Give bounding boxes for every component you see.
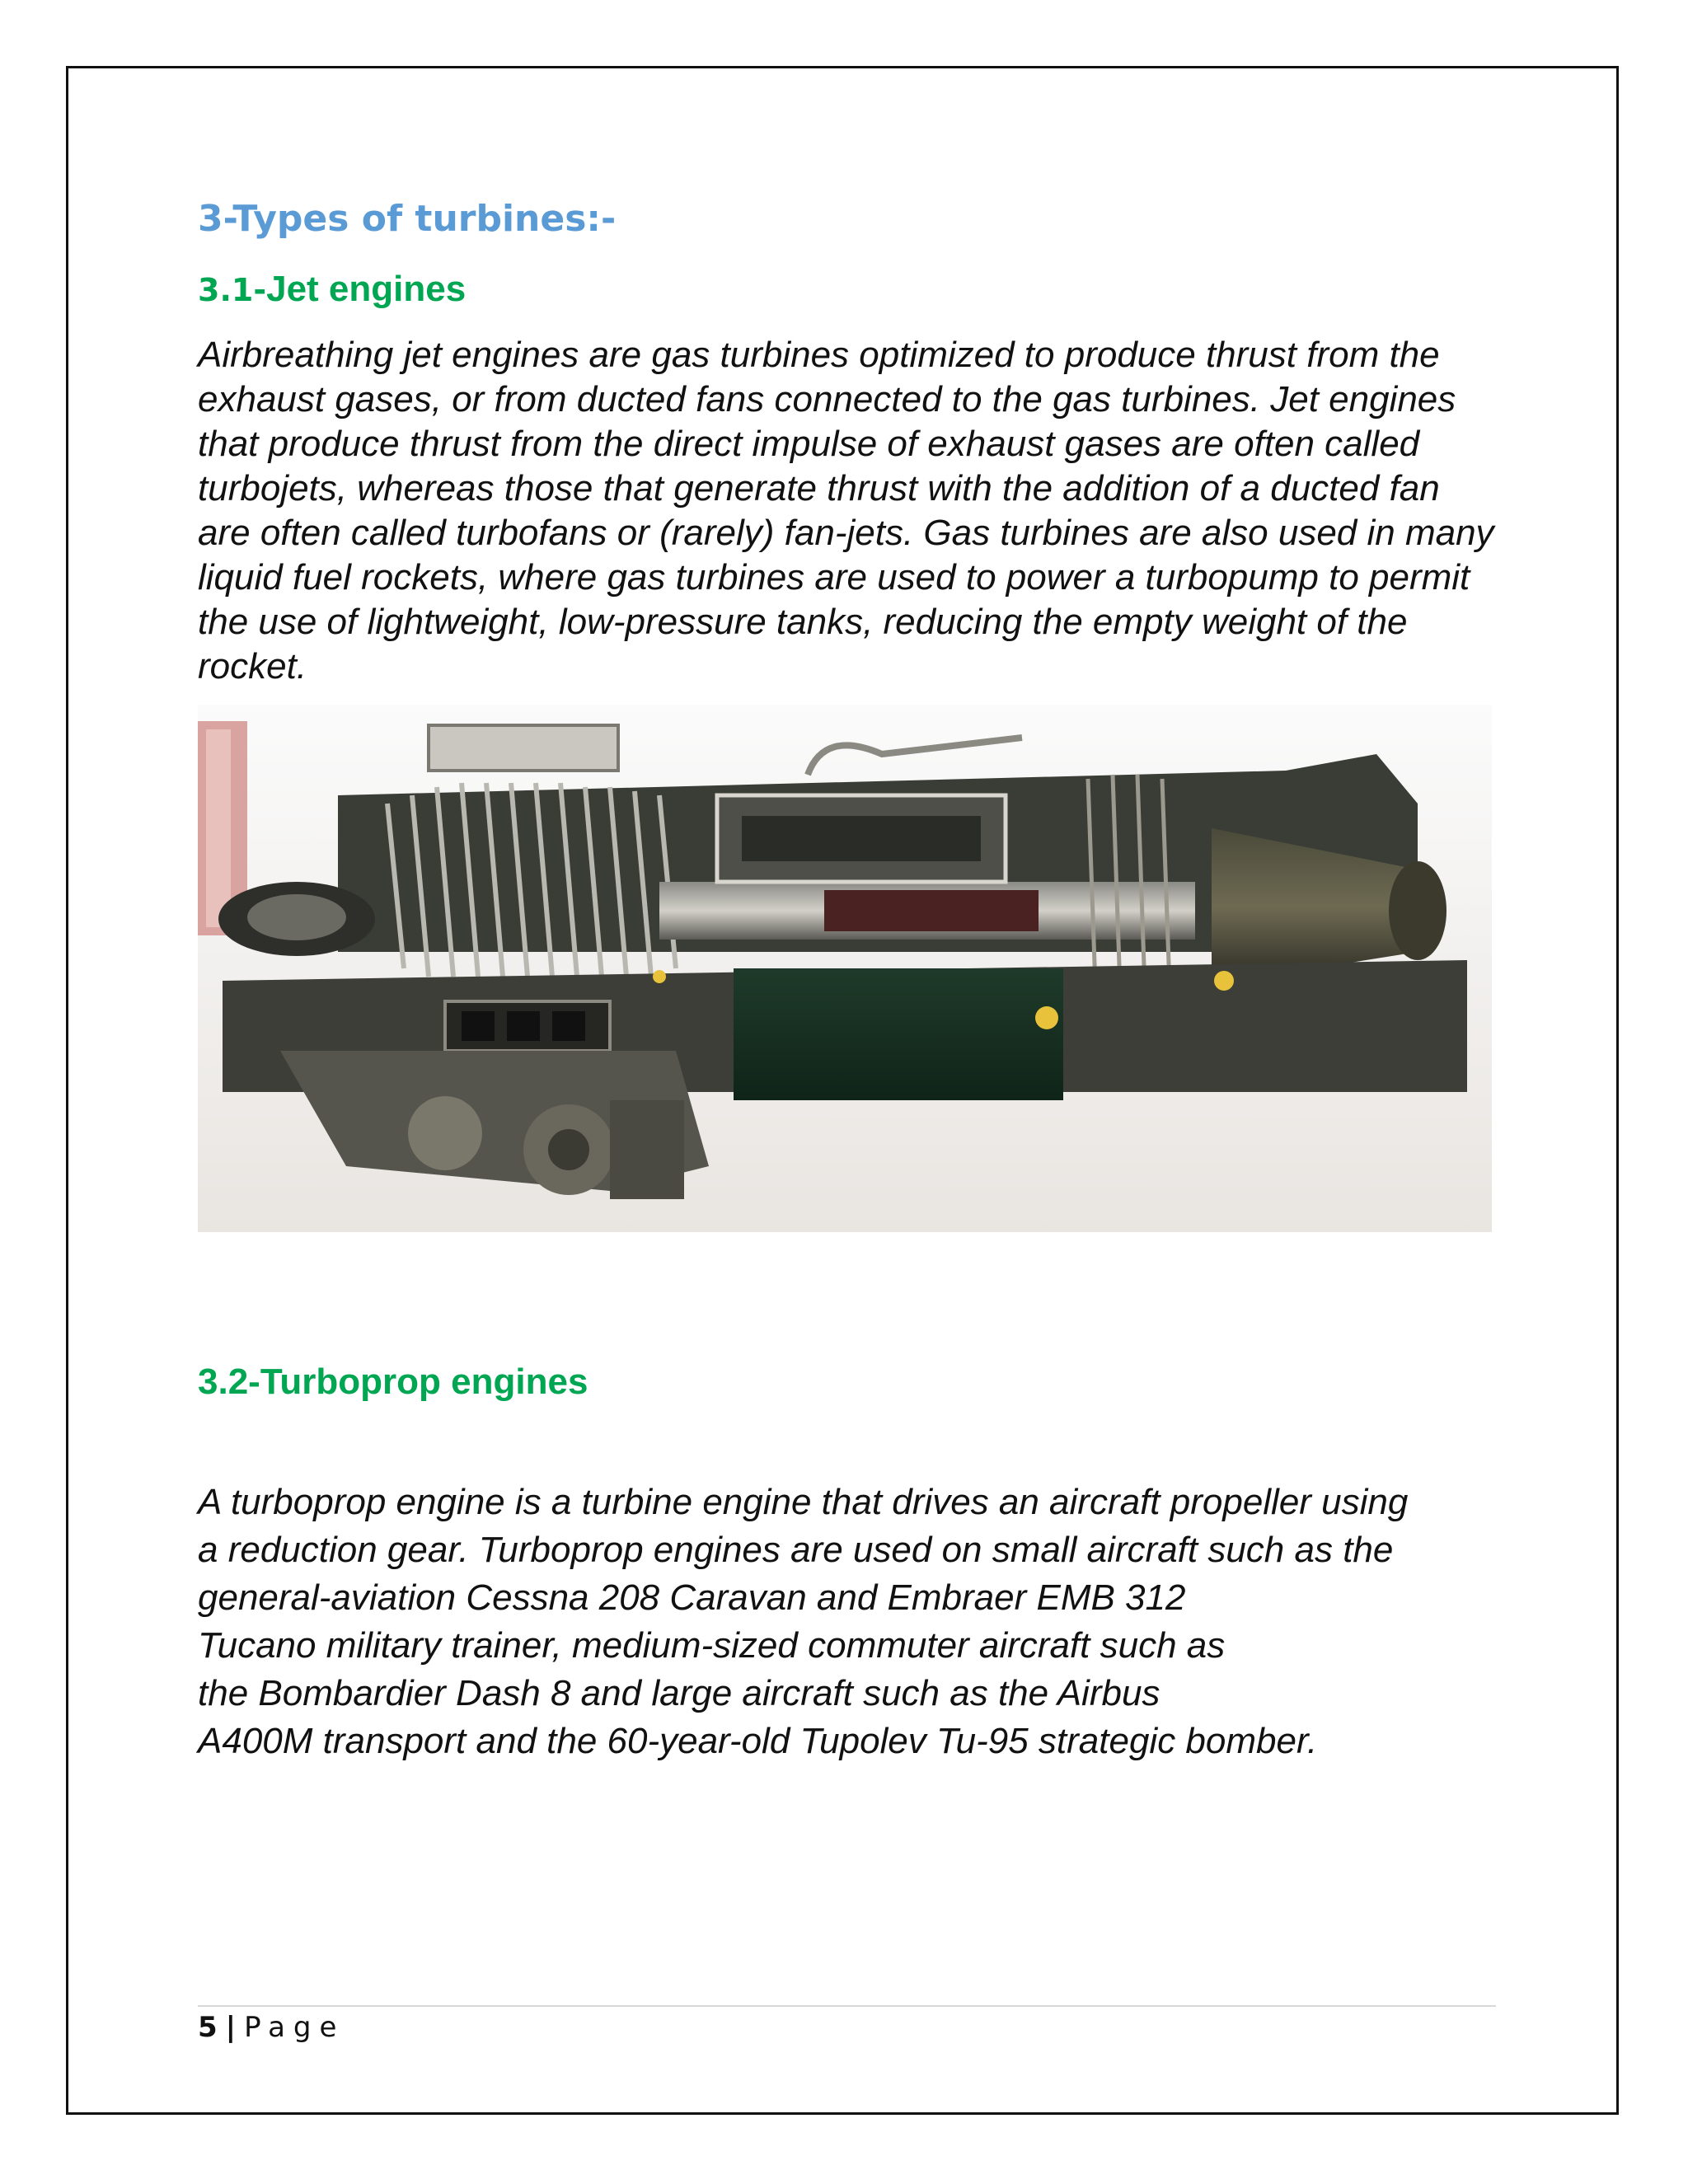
page-footer [198, 2011, 345, 2044]
turboprop-line: Tucano military trainer, medium-sized commuter aircraft such as [198, 1625, 1226, 1666]
subsection-1-heading [198, 269, 466, 310]
subsection-1-title: Jet engines [266, 269, 467, 309]
subsection-1-number: 3.1- [198, 272, 267, 308]
jet-engine-illustration [198, 705, 1492, 1232]
page-number: 5 [198, 2011, 218, 2044]
turboprop-line: a reduction gear. Turboprop engines are used on small aircraft such as the [198, 1530, 1394, 1570]
jet-engines-paragraph: Airbreathing jet engines are gas turbines optimized to produce thrust from the exhaust gases, or from ducted fans connected to the gas turbines. Jet engines that produce thrust from the direct impulse of exhaust gases are often called turbojets, whereas those that generate thrust with the addition of a ducted fan are often called turbofans or (rarely) fan-jets. Gas turbines are also used in many liquid fuel rockets, where gas turbines are used to power a turbopump to permit the use of lightweight, low-pressure tanks, reducing the empty weight of the rocket. [198, 335, 1494, 687]
turboprop-line: A400M transport and the 60-year-old Tupolev Tu-95 strategic bomber. [198, 1721, 1318, 1761]
footer-rule [198, 2005, 1496, 2007]
page-label: Page [244, 2011, 345, 2044]
turboprop-line: A turboprop engine is a turbine engine that drives an aircraft propeller using [198, 1482, 1409, 1522]
turboprop-line: general-aviation Cessna 208 Caravan and Embraer EMB 312 [198, 1577, 1186, 1618]
subsection-2-heading: 3.2-Turboprop engines [198, 1361, 588, 1402]
section-heading: 3-Types of turbines:- [198, 198, 617, 240]
turboprop-line: the Bombardier Dash 8 and large aircraft such as the Airbus [198, 1673, 1160, 1713]
turboprop-paragraph [198, 1479, 1517, 1765]
jet-engine-cutaway-photo [198, 705, 1492, 1232]
footer-separator: | [225, 2011, 237, 2044]
